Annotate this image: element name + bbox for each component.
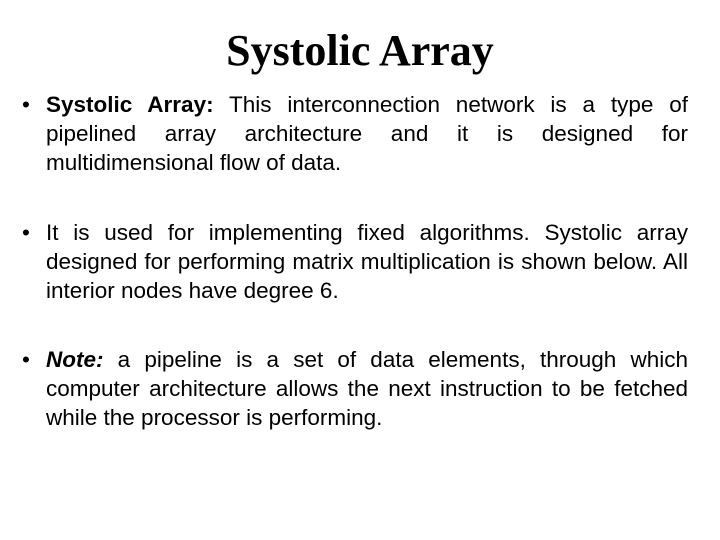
bullet-lead-term: Systolic Array: [46, 92, 214, 117]
bullet-icon: • [22, 347, 30, 372]
bullet-icon: • [22, 92, 30, 117]
bullet-item-note [22, 345, 688, 432]
bullet-lead-note: Note: [46, 347, 104, 372]
bullet-text [46, 218, 688, 305]
bullet-body: It is used for implementing fixed algorithms. Systolic array designed for performing matrix multiplication is shown below. All interior nodes have degree 6. [46, 220, 688, 303]
bullet-text [46, 345, 688, 432]
bullet-item-fixed-algorithms [22, 218, 688, 305]
bullet-item-systolic-array [22, 90, 688, 177]
bullet-body: This interconnection network is a type of pipelined array architecture and it is designed for multidimensional flow of data. [46, 92, 689, 175]
bullet-icon: • [22, 220, 30, 245]
bullet-body: a pipeline is a set of data elements, through which computer architecture allows the next instruction to be fetched while the processor is performing. [46, 347, 688, 430]
bullet-text [46, 90, 688, 177]
slide-title: Systolic Array [226, 26, 494, 75]
